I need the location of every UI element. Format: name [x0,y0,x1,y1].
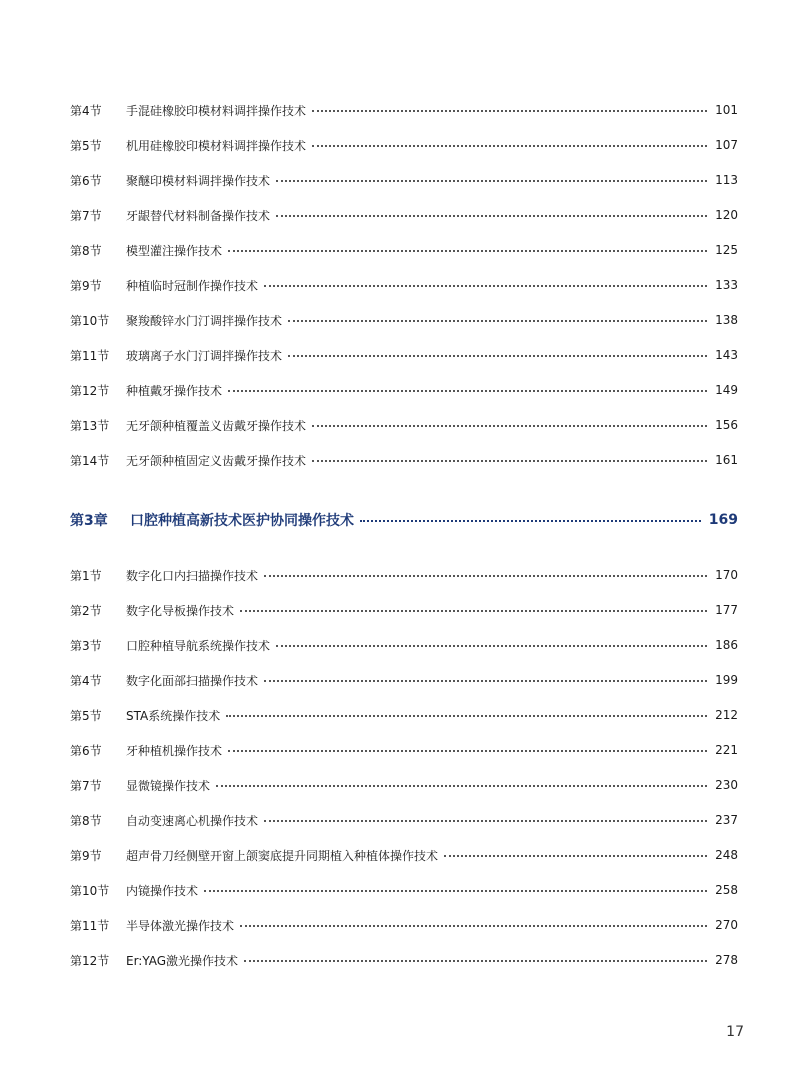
toc-section-number: 第5节 [70,708,102,723]
dot-leader [204,890,707,892]
toc-entry-title: 内镜操作技术 [126,883,199,898]
dot-leader [288,320,707,322]
dot-leader [228,390,707,392]
toc-entry[interactable] [70,415,738,435]
toc-entry[interactable] [70,135,738,155]
toc-entry[interactable] [70,205,738,225]
toc-section-number: 第6节 [70,173,102,188]
dot-leader [360,520,701,522]
toc-page-number: 278 [715,953,738,967]
dot-leader [264,285,707,287]
toc-page-number: 125 [715,243,738,257]
dot-leader [226,715,707,717]
dot-leader [312,460,707,462]
toc-section-number: 第7节 [70,208,102,223]
toc-page-number: 248 [715,848,738,862]
toc-section-number: 第13节 [70,418,110,433]
toc-page-number: 133 [715,278,738,292]
toc-page-number: 170 [715,568,738,582]
toc-entry-title: 聚羧酸锌水门汀调拌操作技术 [126,313,283,328]
dot-leader [264,820,707,822]
toc-entry[interactable] [70,915,738,935]
toc-entry-title: 数字化口内扫描操作技术 [126,568,259,583]
dot-leader [312,425,707,427]
toc-page-number: 199 [715,673,738,687]
toc-page-number: 101 [715,103,738,117]
toc-section-number: 第2节 [70,603,102,618]
toc-entry[interactable] [70,275,738,295]
toc-entry[interactable] [70,100,738,120]
toc-entry[interactable] [70,310,738,330]
toc-page-number: 230 [715,778,738,792]
dot-leader [444,855,707,857]
dot-leader [240,925,707,927]
toc-entry-title: 超声骨刀经侧壁开窗上颌窦底提升同期植入种植体操作技术 [126,848,439,863]
chapter-page: 169 [708,512,738,528]
toc-section-number: 第12节 [70,383,110,398]
toc-section-number: 第5节 [70,138,102,153]
toc-entry-title: 数字化面部扫描操作技术 [126,673,259,688]
toc-entry-title: 数字化导板操作技术 [126,603,235,618]
toc-page-number: 237 [715,813,738,827]
toc-page-number: 138 [715,313,738,327]
chapter-title: 口腔种植高新技术医护协同操作技术 [130,513,354,529]
toc-entry-title: 模型灌注操作技术 [126,243,223,258]
toc-entry[interactable] [70,740,738,760]
dot-leader [312,110,707,112]
toc-page-number: 143 [715,348,738,362]
toc-entry[interactable] [70,670,738,690]
toc-entry-title: 无牙颌种植覆盖义齿戴牙操作技术 [126,418,307,433]
toc-entry-title: Er:YAG激光操作技术 [126,953,239,968]
page-number: 17 [726,1024,744,1040]
toc-page-number: 212 [715,708,738,722]
toc-entry-title: 种植戴牙操作技术 [126,383,223,398]
toc-entry[interactable] [70,635,738,655]
toc-entry-title: STA系统操作技术 [126,708,221,723]
toc-section-number: 第12节 [70,953,110,968]
toc-entry-title: 机用硅橡胶印模材料调拌操作技术 [126,138,307,153]
toc-entry[interactable] [70,705,738,725]
toc-entry[interactable] [70,450,738,470]
toc-entry[interactable] [70,565,738,585]
toc-entry-title: 显微镜操作技术 [126,778,211,793]
toc-section-number: 第11节 [70,918,110,933]
toc-page-number: 113 [715,173,738,187]
toc-page-number: 156 [715,418,738,432]
toc-section-number: 第11节 [70,348,110,363]
toc-page-number: 221 [715,743,738,757]
toc-section-number: 第7节 [70,778,102,793]
dot-leader [264,680,707,682]
toc-page-number: 270 [715,918,738,932]
toc-entry[interactable] [70,845,738,865]
dot-leader [240,610,707,612]
toc-section-number: 第8节 [70,243,102,258]
toc-entry-title: 口腔种植导航系统操作技术 [126,638,271,653]
toc-section-number: 第4节 [70,103,102,118]
toc-entry[interactable] [70,600,738,620]
toc-entry-title: 聚醚印模材料调拌操作技术 [126,173,271,188]
dot-leader [312,145,707,147]
toc-entry-title: 牙龈替代材料制备操作技术 [126,208,271,223]
chapter-label: 第3章 [70,513,108,529]
toc-entry[interactable] [70,240,738,260]
toc-entry-title: 半导体激光操作技术 [126,918,235,933]
dot-leader [276,215,707,217]
toc-entry-title: 种植临时冠制作操作技术 [126,278,259,293]
toc-entry-title: 牙种植机操作技术 [126,743,223,758]
toc-section-number: 第8节 [70,813,102,828]
toc-entry[interactable] [70,950,738,970]
toc-entry[interactable] [70,810,738,830]
dot-leader [216,785,707,787]
dot-leader [276,645,707,647]
dot-leader [228,750,707,752]
dot-leader [288,355,707,357]
toc-section-number: 第10节 [70,313,110,328]
toc-page-number: 177 [715,603,738,617]
toc-entry[interactable] [70,345,738,365]
toc-entry-title: 无牙颌种植固定义齿戴牙操作技术 [126,453,307,468]
toc-entry[interactable] [70,775,738,795]
toc-section-number: 第10节 [70,883,110,898]
toc-entry[interactable] [70,380,738,400]
toc-section-number: 第6节 [70,743,102,758]
toc-section-number: 第3节 [70,638,102,653]
toc-page-number: 120 [715,208,738,222]
toc-section-number: 第14节 [70,453,110,468]
toc-section-number: 第9节 [70,278,102,293]
chapter-heading[interactable] [70,508,738,532]
dot-leader [244,960,707,962]
toc-page-number: 186 [715,638,738,652]
toc-section-number: 第9节 [70,848,102,863]
toc-page-number: 161 [715,453,738,467]
toc-page-number: 258 [715,883,738,897]
dot-leader [228,250,707,252]
toc-section-number: 第1节 [70,568,102,583]
dot-leader [264,575,707,577]
toc-page-number: 149 [715,383,738,397]
toc-section-number: 第4节 [70,673,102,688]
dot-leader [276,180,707,182]
toc-entry-title: 手混硅橡胶印模材料调拌操作技术 [126,103,307,118]
toc-page-number: 107 [715,138,738,152]
toc-entry[interactable] [70,880,738,900]
toc-entry-title: 玻璃离子水门汀调拌操作技术 [126,348,283,363]
toc-entry[interactable] [70,170,738,190]
toc-entry-title: 自动变速离心机操作技术 [126,813,259,828]
